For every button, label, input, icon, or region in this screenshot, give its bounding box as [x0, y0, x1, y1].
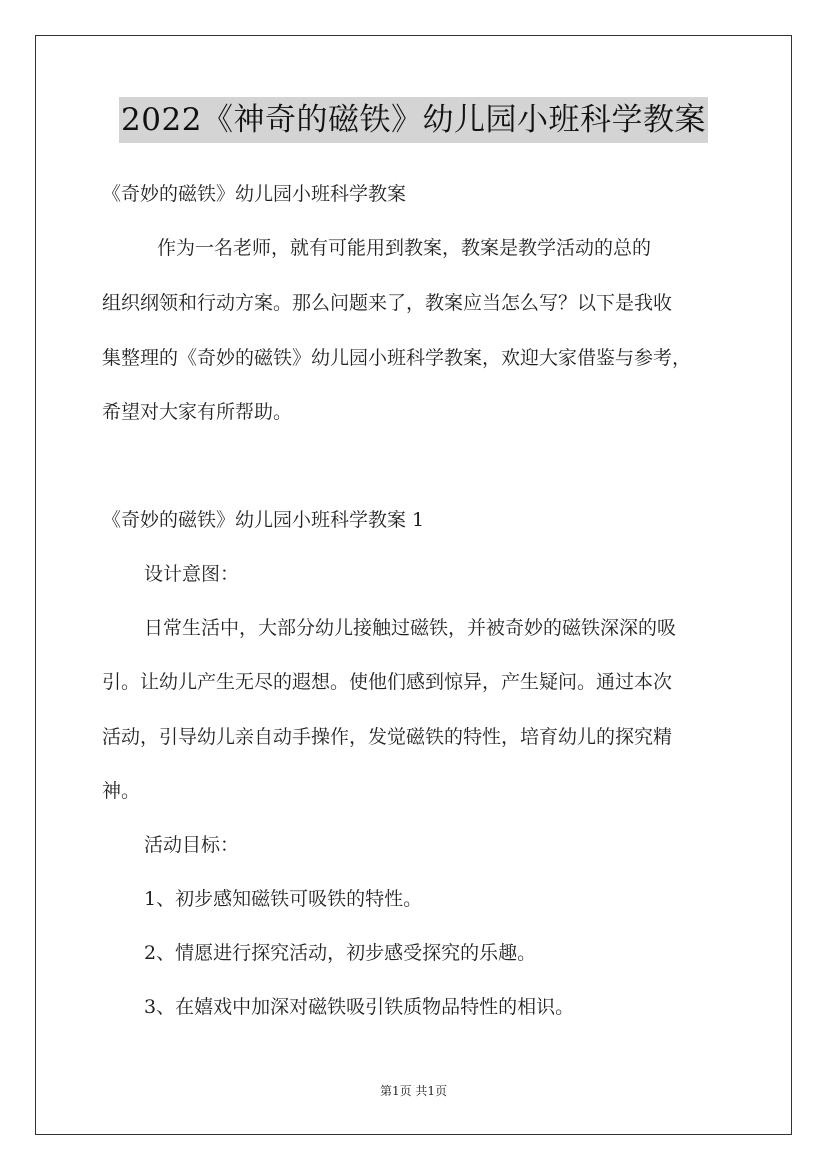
document-subtitle: 《奇妙的磁铁》幼儿园小班科学教案 [102, 183, 407, 205]
goals-label: 活动目标： [144, 834, 240, 856]
goal-item-2: 2、情愿进行探究活动，初步感受探究的乐趣。 [144, 942, 537, 964]
design-intent-line-2: 引。让幼儿产生无尽的遐想。使他们感到惊异，产生疑问。通过本次 [102, 671, 673, 693]
title-container [0, 97, 827, 143]
intro-line-4: 希望对大家有所帮助。 [102, 401, 293, 423]
intro-line-3: 集整理的《奇妙的磁铁》幼儿园小班科学教案，欢迎大家借鉴与参考， [102, 347, 692, 369]
goal-item-3: 3、在嬉戏中加深对磁铁吸引铁质物品特性的相识。 [144, 996, 575, 1018]
intro-line-2: 组织纲领和行动方案。那么问题来了，教案应当怎么写？以下是我收 [102, 292, 673, 314]
design-intent-line-4: 神。 [102, 780, 141, 802]
section-heading: 《奇妙的磁铁》幼儿园小班科学教案 1 [102, 509, 425, 531]
page-indicator: 第1页 共1页 [379, 1084, 448, 1098]
document-title: 2022《神奇的磁铁》幼儿园小班科学教案 [119, 97, 708, 143]
design-intent-line-3: 活动，引导幼儿亲自动手操作，发觉磁铁的特性，培育幼儿的探究精 [102, 726, 673, 748]
design-intent-line-1: 日常生活中，大部分幼儿接触过磁铁，并被奇妙的磁铁深深的吸 [144, 617, 677, 639]
goal-item-1: 1、初步感知磁铁可吸铁的特性。 [144, 888, 423, 910]
design-intent-label: 设计意图： [144, 563, 240, 585]
intro-line-1: 作为一名老师，就有可能用到教案，教案是教学活动的总的 [157, 237, 652, 259]
